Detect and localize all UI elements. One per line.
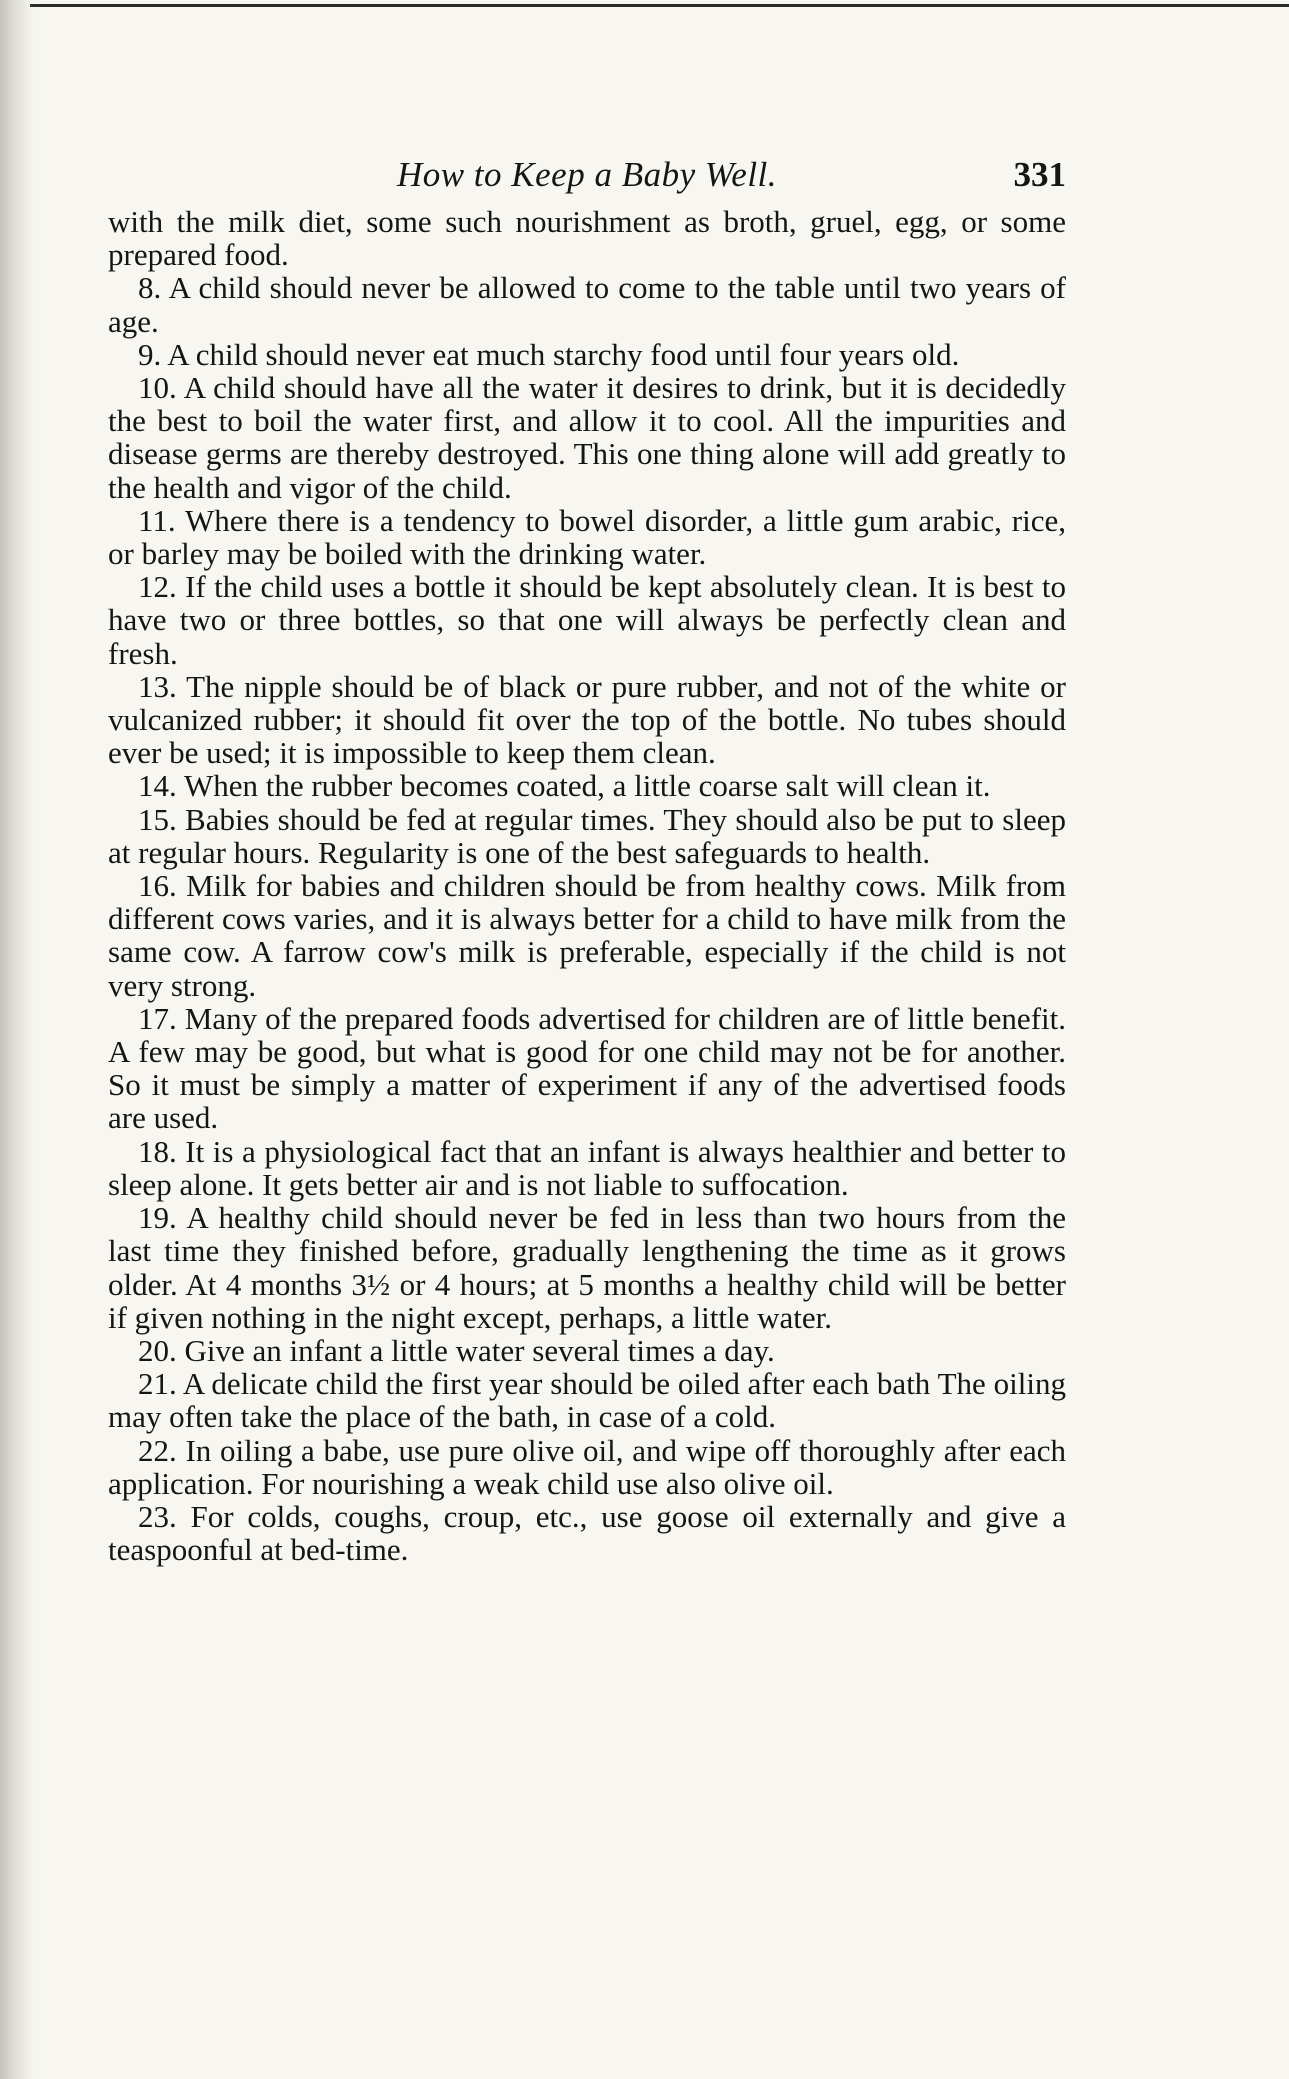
page-header — [108, 155, 1066, 199]
paragraph-22: 22. In oiling a babe, use pure olive oil, and wipe off thoroughly after each application. For nourishing a weak child use also olive oil. — [108, 1432, 1066, 1501]
running-title: How to Keep a Baby Well. — [396, 155, 778, 194]
paragraph-20: 20. Give an infant a little water several times a day. — [138, 1332, 775, 1368]
paragraph-16: 16. Milk for babies and children should be from healthy cows. Milk from different cows varies, and it is always better for a child to have milk from the same cow. A farrow cow's milk is preferable, especially if the child is not very strong. — [108, 868, 1066, 1003]
top-edge-rule — [30, 4, 1289, 7]
page-number: 331 — [1013, 155, 1066, 194]
paragraph-21: 21. A delicate child the first year should be oiled after each bath The oiling may often take the place of the bath, in case of a cold. — [108, 1366, 1066, 1435]
paragraph-14: 14. When the rubber becomes coated, a little coarse salt will clean it. — [138, 768, 991, 804]
body-text — [108, 205, 1066, 1566]
page-gutter-shadow — [0, 0, 34, 2079]
paragraph-10: 10. A child should have all the water it desires to drink, but it is decidedly the best to boil the water first, and allow it to cool. All the impurities and disease germs are thereby destroyed. This one thing alone will add greatly to the health and vigor of the child. — [108, 370, 1066, 505]
book-page — [108, 155, 1066, 1566]
paragraph-11: 11. Where there is a tendency to bowel disorder, a little gum arabic, rice, or barley may be boiled with the drinking water. — [108, 502, 1066, 572]
paragraph-17: 17. Many of the prepared foods advertised for children are of little benefit. A few may be good, but what is good for one child may not be for another. So it must be simply a matter of experiment if any of the advertised foods are used. — [108, 1000, 1066, 1136]
paragraph-13: 13. The nipple should be of black or pure rubber, and not of the white or vulcanized rubber; it should fit over the top of the bottle. No tubes should ever be used; it is impossible to keep them clean. — [108, 668, 1066, 771]
paragraph-8: 8. A child should never be allowed to come to the table until two years of age. — [108, 270, 1066, 339]
paragraph-23: 23. For colds, coughs, croup, etc., use goose oil externally and give a teaspoonful at bed-time. — [108, 1498, 1066, 1568]
paragraph-12: 12. If the child uses a bottle it should be kept absolutely clean. It is best to have two or three bottles, so that one will always be perfectly clean and fresh. — [108, 569, 1066, 671]
paragraph-18: 18. It is a physiological fact that an infant is always healthier and better to sleep alone. It gets better air and is not liable to suffocation. — [108, 1133, 1066, 1202]
paragraph-15: 15. Babies should be fed at regular times. They should also be put to sleep at regular hours. Regularity is one of the best safeguards to health. — [108, 801, 1066, 870]
lead-in-paragraph: with the milk diet, some such nourishment as broth, gruel, egg, or some prepared food. — [108, 204, 1066, 273]
paragraph-9: 9. A child should never eat much starchy food until four years old. — [138, 336, 960, 372]
paragraph-19: 19. A healthy child should never be fed in less than two hours from the last time they finished before, gradually lengthening the time as it grows older. At 4 months 3½ or 4 hours; at 5 months a healthy child will be better if given nothing in the night except, perhaps, a little water. — [108, 1200, 1066, 1335]
